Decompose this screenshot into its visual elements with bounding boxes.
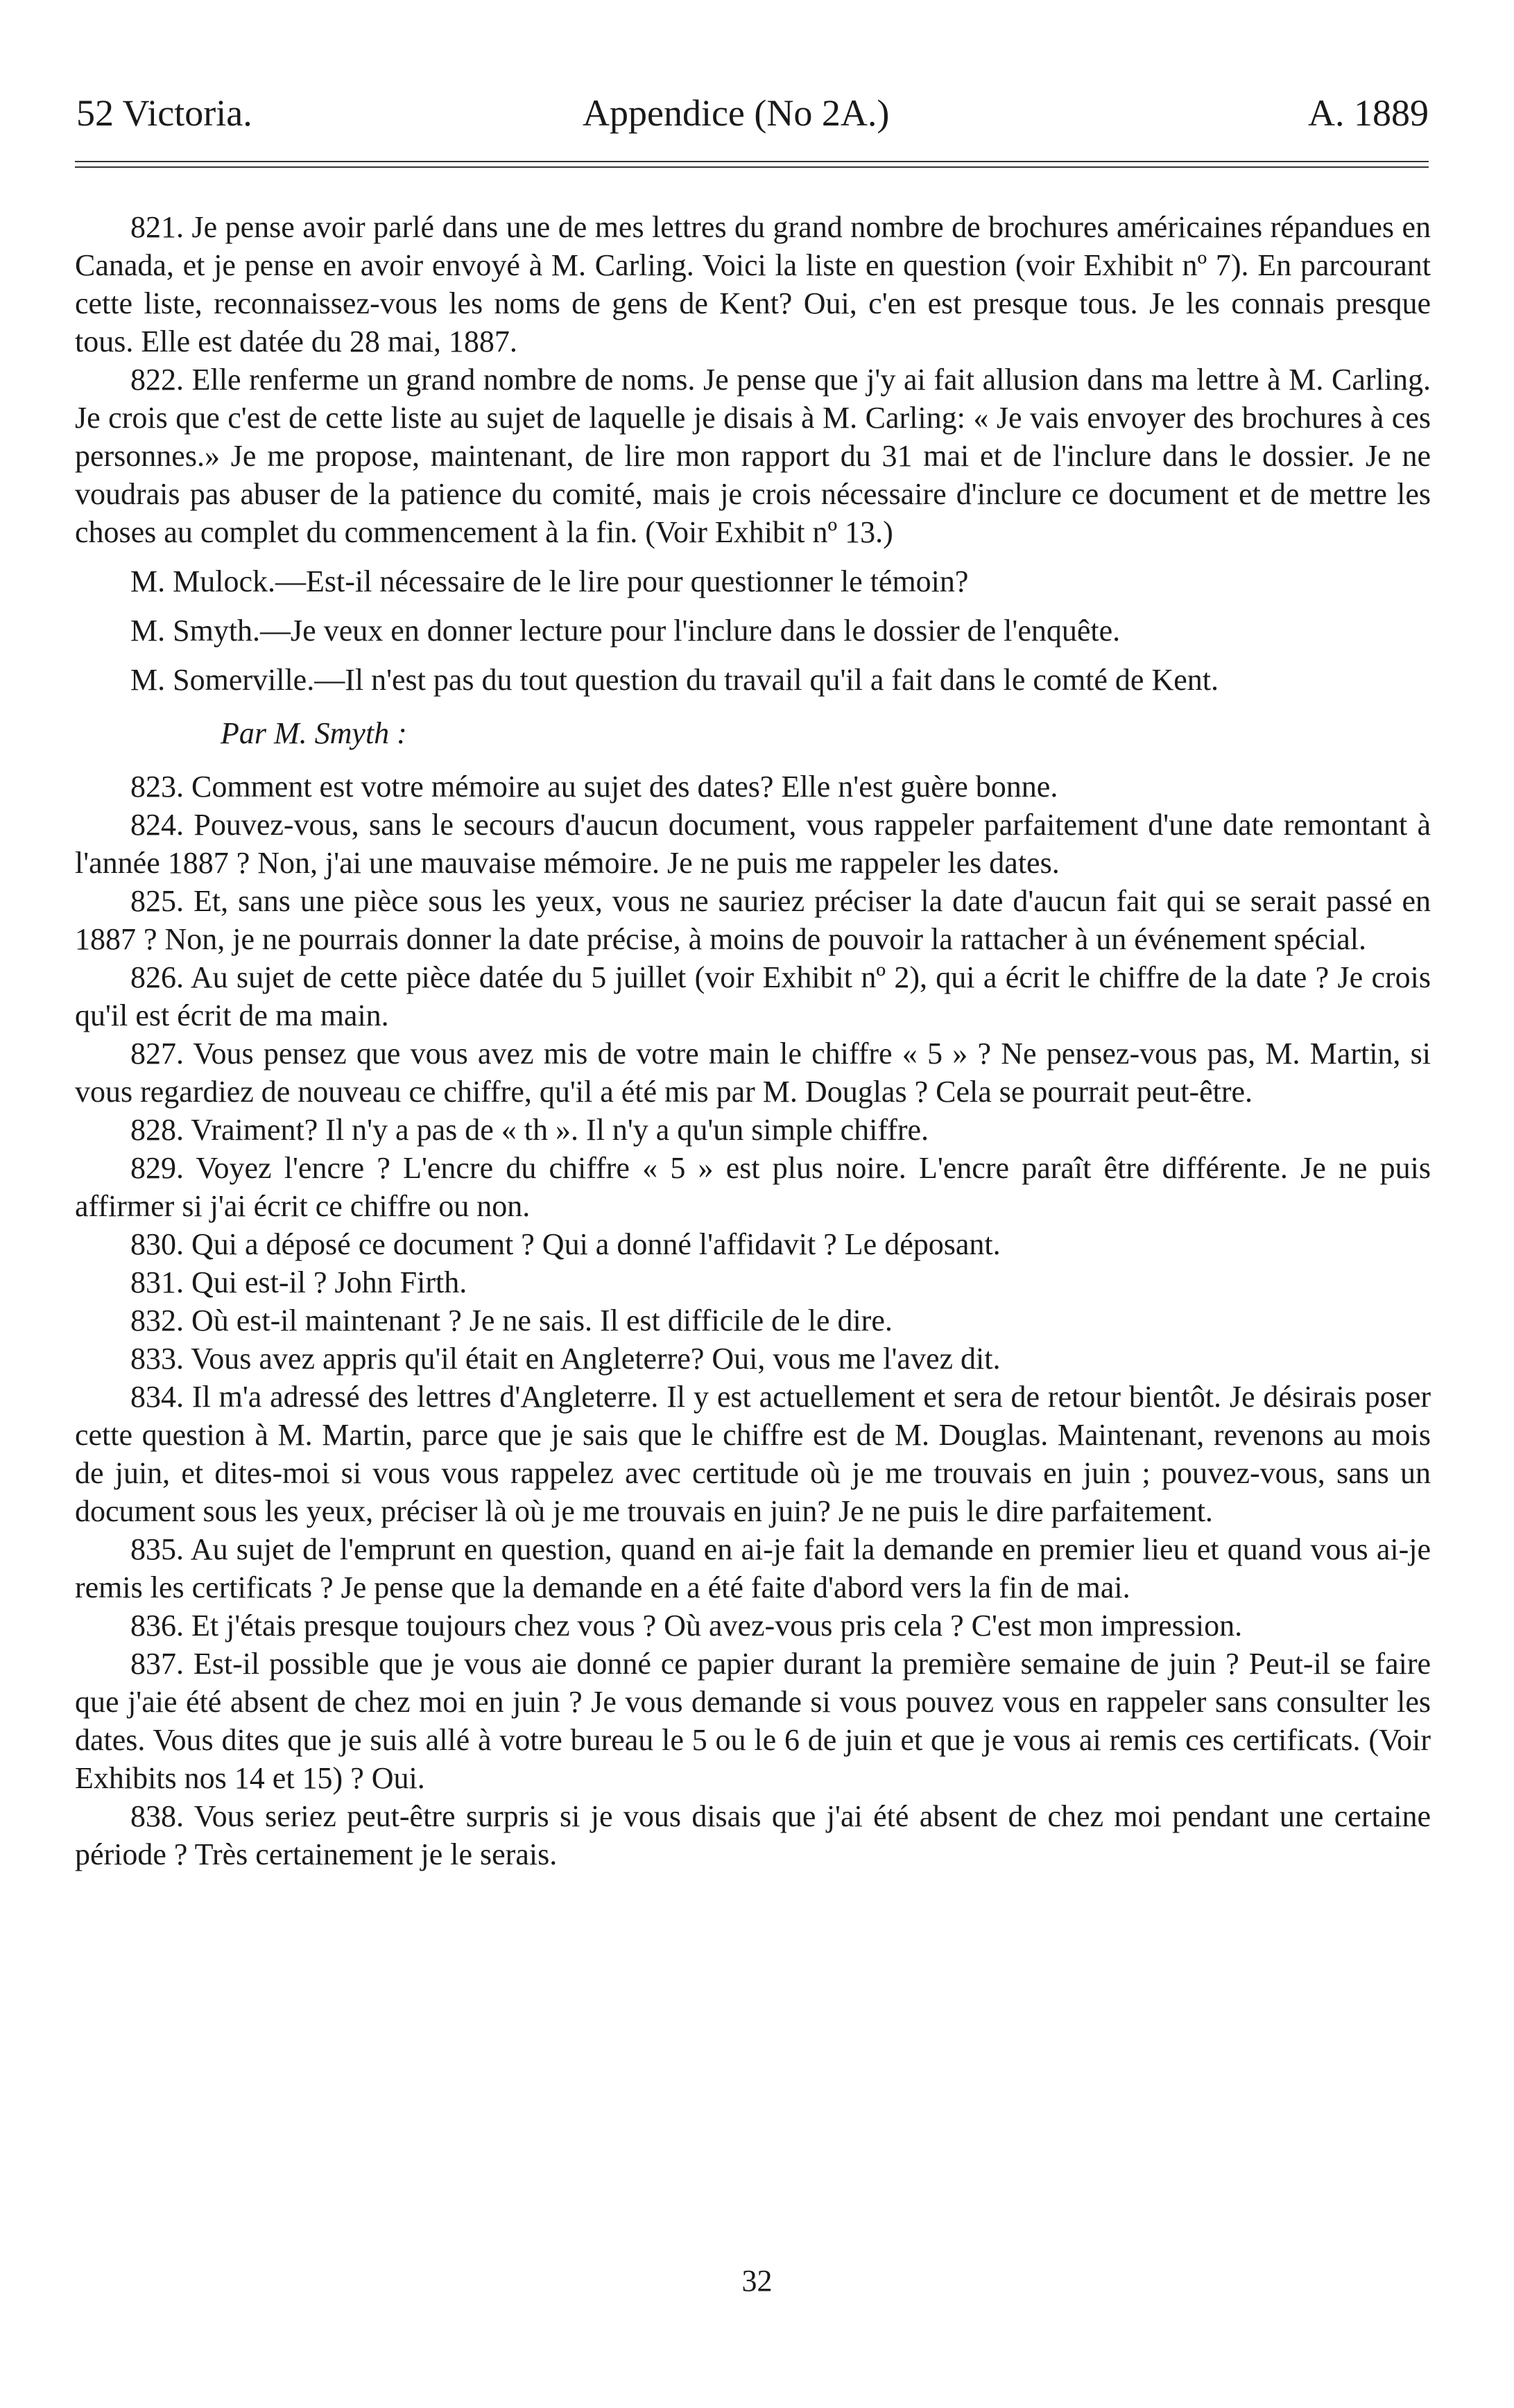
header-rule-top [75, 161, 1429, 162]
paragraph-829: 829. Voyez l'encre ? L'encre du chiffre « 5 » est plus noire. L'encre paraît être différente. Je ne puis affirmer si j'ai écrit ce chiffre ou non. [75, 1151, 1431, 1223]
page-number: 32 [741, 2264, 773, 2298]
paragraph-838: 838. Vous seriez peut-être surpris si je vous disais que j'ai été absent de chez moi pendant une certaine période ? Très certainement je le serais. [75, 1799, 1431, 1871]
paragraph-825: 825. Et, sans une pièce sous les yeux, vous ne sauriez préciser la date d'aucun fait qui se serait passé en 1887 ? Non, je ne pourrais donner la date précise, à moins de pouvoir la rattacher à un événement spécial. [75, 884, 1431, 956]
paragraph-somerville: M. Somerville.—Il n'est pas du tout question du travail qu'il a fait dans le comté de Kent. [130, 663, 1219, 697]
running-header [76, 82, 1429, 144]
header-session: 52 Victoria. [76, 92, 252, 134]
paragraph-835: 835. Au sujet de l'emprunt en question, quand en ai-je fait la demande en premier lieu et quand vous ai-je remis les certificats ? Je pense que la demande en a été faite d'abord vers la fin de mai. [75, 1532, 1431, 1604]
paragraph-822: 822. Elle renferme un grand nombre de noms. Je pense que j'y ai fait allusion dans ma lettre à M. Carling. Je crois que c'est de cette liste au sujet de laquelle je disais à M. Carling: « Je vais envoyer des brochures à ces personnes.» Je me propose, maintenant, de lire mon rapport du 31 mai et de l'inclure dans le dossier. Je ne voudrais pas abuser de la patience du comité, mais je crois nécessaire d'inclure ce document et de mettre les choses au complet du commencement à la fin. (Voir Exhibit nº 13.) [75, 363, 1431, 549]
paragraph-830: 830. Qui a déposé ce document ? Qui a donné l'affidavit ? Le déposant. [130, 1227, 1001, 1261]
paragraph-833: 833. Vous avez appris qu'il était en Angleterre? Oui, vous me l'avez dit. [130, 1342, 1001, 1376]
paragraph-831: 831. Qui est-il ? John Firth. [130, 1265, 467, 1299]
document-body [75, 208, 1431, 1873]
paragraph-826: 826. Au sujet de cette pièce datée du 5 juillet (voir Exhibit nº 2), qui a écrit le chiffre de la date ? Je crois qu'il est écrit de ma main. [75, 960, 1431, 1032]
paragraph-834: 834. Il m'a adressé des lettres d'Angleterre. Il y est actuellement et sera de retour bientôt. Je désirais poser cette question à M. Martin, parce que je sais que le chiffre est de M. Douglas. Maintenant, revenons au mois de juin, et dites-moi si vous vous rappelez avec certitude où je me trouvais en juin ; pouvez-vous, sans un document sous les yeux, préciser là où je me trouvais en juin? Je ne puis le dire parfaitement. [75, 1380, 1431, 1528]
header-year: A. 1889 [1308, 92, 1429, 134]
paragraph-827: 827. Vous pensez que vous avez mis de votre main le chiffre « 5 » ? Ne pensez-vous pas, M. Martin, si vous regardiez de nouveau ce chiffre, qu'il a été mis par M. Douglas ? Cela se pourrait peut-être. [75, 1037, 1431, 1109]
paragraph-837: 837. Est-il possible que je vous aie donné ce papier durant la première semaine de juin ? Peut-il se faire que j'aie été absent de chez moi en juin ? Je vous demande si vous pouvez vous en rappeler sans consulter les dates. Vous dites que je suis allé à votre bureau le 5 ou le 6 de juin et que je vous ai remis ces certificats. (Voir Exhibits nos 14 et 15) ? Oui. [75, 1647, 1431, 1795]
paragraph-821: 821. Je pense avoir parlé dans une de mes lettres du grand nombre de brochures américaines répandues en Canada, et je pense en avoir envoyé à M. Carling. Voici la liste en question (voir Exhibit nº 7). En parcourant cette liste, reconnaissez-vous les noms de gens de Kent? Oui, c'en est presque tous. Je les connais presque tous. Elle est datée du 28 mai, 1887. [75, 210, 1431, 358]
examiner-heading: Par M. Smyth : [221, 716, 407, 750]
paragraph-mulock: M. Mulock.—Est-il nécessaire de le lire pour questionner le témoin? [130, 564, 969, 598]
paragraph-836: 836. Et j'étais presque toujours chez vous ? Où avez-vous pris cela ? C'est mon impression. [130, 1609, 1243, 1643]
paragraph-824: 824. Pouvez-vous, sans le secours d'aucun document, vous rappeler parfaitement d'une date remontant à l'année 1887 ? Non, j'ai une mauvaise mémoire. Je ne puis me rappeler les dates. [75, 808, 1431, 880]
paragraph-832: 832. Où est-il maintenant ? Je ne sais. Il est difficile de le dire. [130, 1303, 893, 1337]
header-rule-bottom [75, 166, 1429, 168]
paragraph-823: 823. Comment est votre mémoire au sujet des dates? Elle n'est guère bonne. [130, 770, 1058, 804]
header-appendix: Appendice (No 2A.) [583, 92, 890, 134]
paragraph-828: 828. Vraiment? Il n'y a pas de « th ». Il n'y a qu'un simple chiffre. [130, 1113, 929, 1147]
paragraph-smyth: M. Smyth.—Je veux en donner lecture pour l'inclure dans le dossier de l'enquête. [130, 614, 1121, 648]
